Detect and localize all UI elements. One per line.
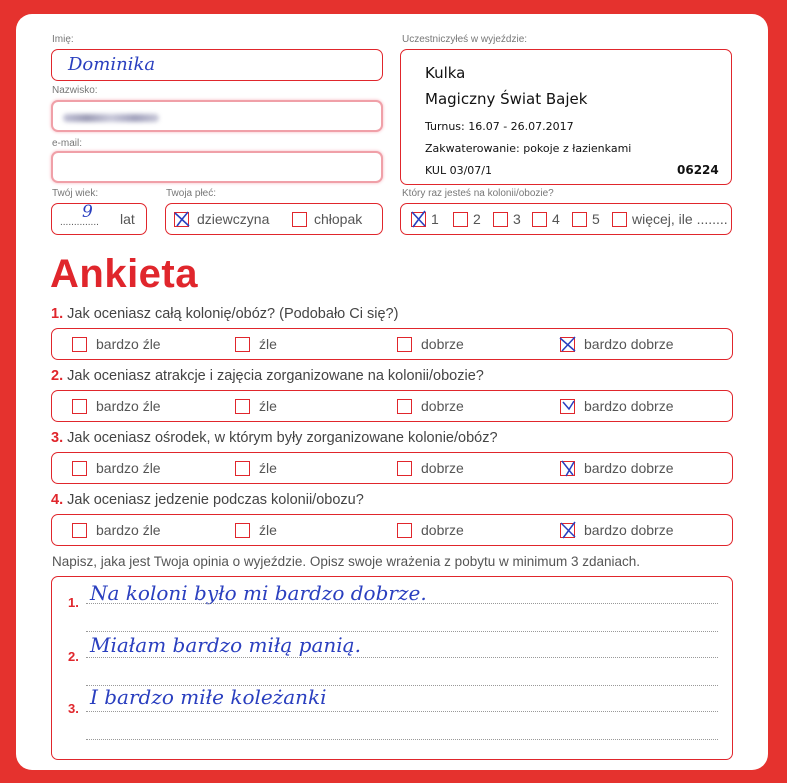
question-number: 2. [51, 368, 64, 384]
question-number: 3. [51, 430, 64, 446]
question-text: Jak oceniasz jedzenie podczas kolonii/obozu? [67, 492, 364, 508]
check-mark-icon [559, 521, 578, 540]
option-checkbox[interactable] [397, 399, 412, 414]
question-number: 4. [51, 492, 64, 508]
option-checkbox[interactable] [235, 399, 250, 414]
gender-label: Twoja płeć: [166, 188, 217, 199]
check-mark-icon [173, 210, 192, 229]
option-label: bardzo dobrze [584, 522, 674, 538]
survey-title: Ankieta [50, 252, 198, 296]
option-label: bardzo źle [96, 522, 161, 538]
redacted-surname [63, 114, 159, 122]
times-checkbox-5[interactable] [572, 212, 587, 227]
option-checkbox[interactable] [397, 461, 412, 476]
option-label: źle [259, 460, 277, 476]
age-label: Twój wiek: [52, 188, 99, 199]
question-3-options [51, 452, 733, 484]
option-label: bardzo źle [96, 336, 161, 352]
question-text: Jak oceniasz atrakcje i zajęcia zorganizowane na kolonii/obozie? [67, 368, 484, 384]
option-label: źle [259, 336, 277, 352]
turnus: Turnus: 16.07 - 26.07.2017 [425, 120, 574, 133]
option-label: bardzo źle [96, 460, 161, 476]
option-checkbox[interactable] [235, 337, 250, 352]
option-checkbox[interactable] [72, 461, 87, 476]
gender-checkbox-chlopak[interactable] [292, 212, 307, 227]
question-3 [51, 430, 498, 446]
option-checkbox[interactable] [397, 523, 412, 538]
name-field[interactable] [51, 49, 383, 81]
option-label: dobrze [421, 398, 464, 414]
question-1-options [51, 328, 733, 360]
option-label: bardzo źle [96, 398, 161, 414]
option-checkbox-selected[interactable] [560, 399, 575, 414]
trip-code: KUL 03/07/1 [425, 164, 492, 177]
option-checkbox[interactable] [235, 523, 250, 538]
times-more-label: więcej, ile ........ [632, 211, 728, 227]
opinion-box[interactable] [51, 576, 733, 760]
times-option-label: 2 [473, 211, 481, 227]
check-mark-icon [559, 397, 578, 416]
option-label: bardzo dobrze [584, 398, 674, 414]
times-checkbox-1[interactable] [411, 212, 426, 227]
participated-label: Uczestniczyłeś w wyjeździe: [402, 34, 528, 45]
surname-label: Nazwisko: [52, 85, 98, 96]
option-checkbox[interactable] [72, 523, 87, 538]
check-mark-icon [559, 459, 578, 478]
age-dots: .............. [60, 217, 99, 228]
writing-line [86, 657, 718, 658]
question-text: Jak oceniasz ośrodek, w którym były zorganizowane kolonie/obóz? [67, 430, 498, 446]
accommodation: Zakwaterowanie: pokoje z łazienkami [425, 142, 632, 155]
name-value: Dominika [68, 54, 156, 75]
option-label: źle [259, 522, 277, 538]
question-4-options [51, 514, 733, 546]
option-checkbox[interactable] [397, 337, 412, 352]
times-label: Który raz jesteś na kolonii/obozie? [402, 188, 554, 199]
times-checkbox-4[interactable] [532, 212, 547, 227]
opinion-prompt: Napisz, jaka jest Twoja opinia o wyjeździe. Opisz swoje wrażenia z pobytu w minimum 3 zdaniach. [52, 554, 641, 569]
option-checkbox[interactable] [72, 399, 87, 414]
name-label: Imię: [52, 34, 74, 45]
writing-line [86, 603, 718, 604]
trip-number: 06224 [677, 163, 719, 177]
answer-number: 1. [68, 595, 79, 610]
question-1 [51, 306, 398, 322]
option-label: bardzo dobrze [584, 460, 674, 476]
email-label: e-mail: [52, 138, 83, 149]
question-2 [51, 368, 484, 384]
check-mark-icon [410, 210, 429, 229]
writing-line [86, 739, 718, 740]
answer-text: Miałam bardzo miłą panią. [90, 633, 361, 657]
writing-line [86, 631, 718, 632]
option-label: źle [259, 398, 277, 414]
surname-field[interactable] [51, 100, 383, 132]
survey-sheet [16, 14, 768, 770]
question-text: Jak oceniasz całą kolonię/obóz? (Podobało Ci się?) [67, 306, 399, 322]
age-field[interactable] [51, 203, 147, 235]
times-field [400, 203, 732, 235]
times-option-label: 4 [552, 211, 560, 227]
times-checkbox-2[interactable] [453, 212, 468, 227]
camp-name: Kulka [425, 64, 466, 82]
option-label: dobrze [421, 460, 464, 476]
option-checkbox-selected[interactable] [560, 523, 575, 538]
times-option-label: 3 [513, 211, 521, 227]
option-checkbox[interactable] [72, 337, 87, 352]
gender-checkbox-dziewczyna[interactable] [174, 212, 189, 227]
question-4 [51, 492, 364, 508]
gender-option-label: dziewczyna [197, 211, 270, 227]
option-label: dobrze [421, 522, 464, 538]
times-checkbox-3[interactable] [493, 212, 508, 227]
answer-text: Na koloni było mi bardzo dobrze. [90, 581, 427, 605]
option-checkbox-selected[interactable] [560, 337, 575, 352]
option-checkbox[interactable] [235, 461, 250, 476]
option-label: bardzo dobrze [584, 336, 674, 352]
answer-number: 3. [68, 701, 79, 716]
camp-title: Magiczny Świat Bajek [425, 90, 588, 108]
answer-text: I bardzo miłe koleżanki [90, 685, 327, 709]
gender-option-label: chłopak [314, 211, 363, 227]
writing-line [86, 711, 718, 712]
option-checkbox-selected[interactable] [560, 461, 575, 476]
times-option-label: 5 [592, 211, 600, 227]
age-value: 9 [82, 202, 93, 222]
question-number: 1. [51, 306, 64, 322]
question-2-options [51, 390, 733, 422]
times-option-label: 1 [431, 211, 439, 227]
trip-info-box [400, 49, 732, 185]
check-mark-icon [559, 335, 578, 354]
email-field[interactable] [51, 151, 383, 183]
option-label: dobrze [421, 336, 464, 352]
age-unit: lat [120, 211, 135, 227]
times-checkbox-more[interactable] [612, 212, 627, 227]
gender-field [165, 203, 383, 235]
answer-number: 2. [68, 649, 79, 664]
